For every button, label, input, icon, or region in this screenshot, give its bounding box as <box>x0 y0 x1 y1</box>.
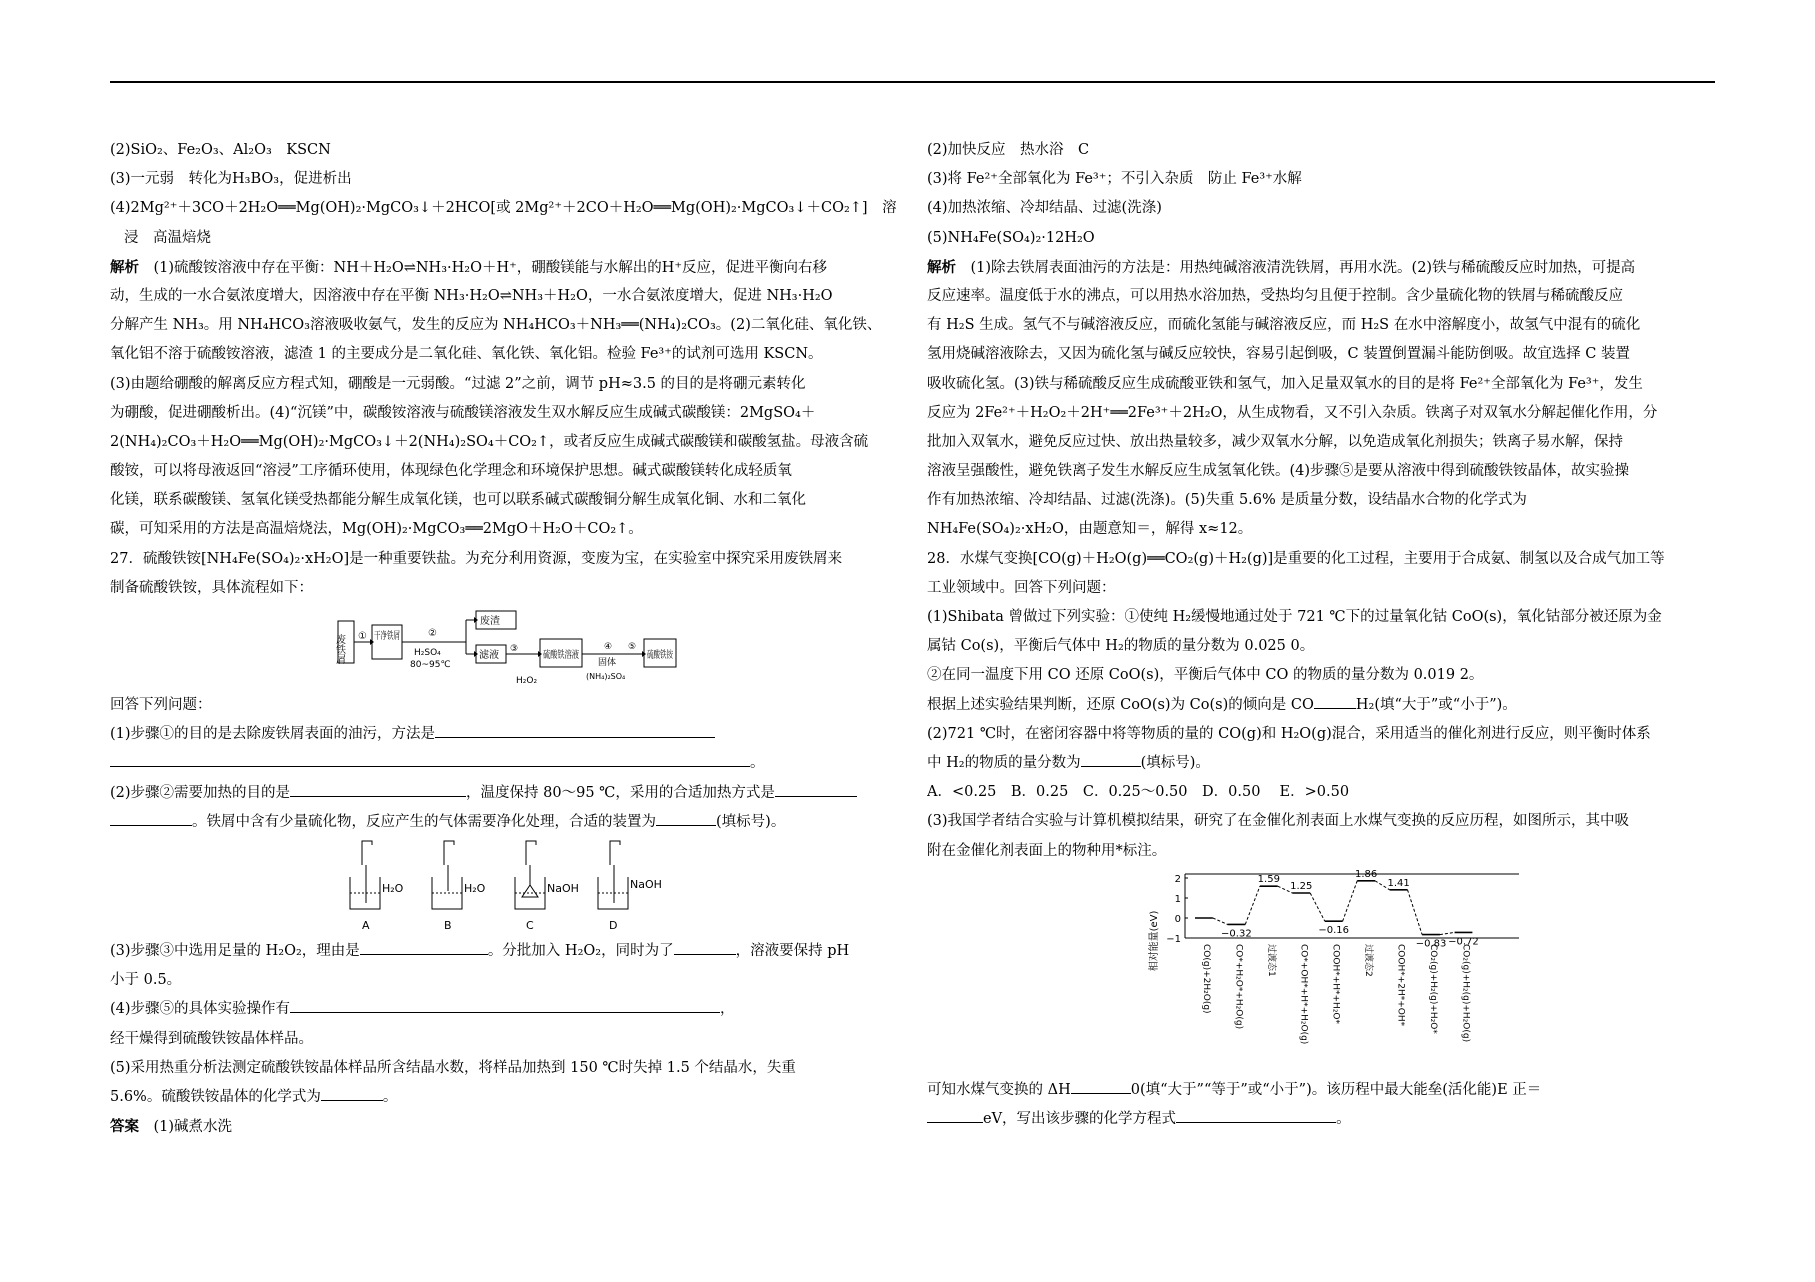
answer-blank[interactable] <box>775 781 857 797</box>
category-label: 过渡态2 <box>1363 943 1374 977</box>
question-28-line: 属钴 Co(s)，平衡后气体中 H₂的物质的量分数为 0.025 0。 <box>927 638 1315 655</box>
answer-blank[interactable] <box>1081 751 1141 767</box>
q28-3-text: (3)我国学者结合实验与计算机模拟结果，研究了在金催化剂表面上水煤气变换的反应历程，如图所示，其中吸 <box>927 813 1630 830</box>
analysis-line: (1)除去铁屑表面油污的方法是：用热纯碱溶液清洗铁屑，再用水洗。(2)铁与稀硫酸反应时加热，可提高 <box>970 259 1636 276</box>
flow-step-3: ③ <box>510 644 519 654</box>
y-tick-label: −1 <box>1166 933 1181 945</box>
y-tick-label: 1 <box>1174 893 1181 905</box>
apparatus-b <box>432 841 462 909</box>
answer-blank[interactable] <box>321 1085 383 1101</box>
category-label: 过渡态1 <box>1265 943 1276 977</box>
category-label: CO₂(g)+H₂(g)+H₂O* <box>1428 943 1439 1034</box>
answer-blank[interactable] <box>435 722 715 738</box>
analysis-line: 溶液呈强酸性，避免铁离子发生水解反应生成氢氧化铁。(4)步骤⑤是要从溶液中得到硫酸铁铵晶体，故实验操 <box>927 463 1630 480</box>
question-27-line: 27．硫酸铁铵[NH₄Fe(SO₄)₂·xH₂O]是一种重要铁盐。为充分利用资源，变废为宝，在实验室中探究采用废铁屑来 <box>110 550 843 567</box>
analysis-line: (3)由题给硼酸的解离反应方程式知，硼酸是一元弱酸。“过滤 2”之前，调节 pH≈3.5 的目的是将硼元素转化 <box>110 375 806 392</box>
q27-4-text: 经干燥得到硫酸铁铵晶体样品。 <box>110 1030 313 1047</box>
answer-text: (1)碱煮水洗 <box>153 1119 233 1136</box>
answer-blank[interactable] <box>1071 1078 1131 1094</box>
answer-blank[interactable] <box>674 939 736 955</box>
analysis-line: 有 H₂S 生成。氢气不与碱溶液反应，而硫化氢能与碱溶液反应，而 H₂S 在水中溶解度小，故氢气中混有的硫化 <box>927 317 1641 334</box>
analysis-line: 碳，可知采用的方法是高温焙烧法，Mg(OH)₂·MgCO₃══2MgO＋H₂O＋CO₂↑。 <box>110 521 643 538</box>
flow-label-residue: 废渣 <box>480 616 500 627</box>
flow-reagent-temp: 80~95℃ <box>410 660 451 670</box>
flow-label-scrap: 废铁屑 <box>333 634 345 664</box>
flow-diagram-svg <box>110 603 900 691</box>
energy-connector <box>1245 886 1260 924</box>
answer-blank[interactable] <box>360 939 488 955</box>
label-d: D <box>609 918 618 932</box>
answer-line: (3)将 Fe²⁺全部氧化为 Fe³⁺；不引入杂质 防止 Fe³⁺水解 <box>927 171 1302 188</box>
answer-line: (2)SiO₂、Fe₂O₃、Al₂O₃ KSCN <box>110 142 331 158</box>
q28-1-judge: 根据上述实验结果判断，还原 CoO(s)为 Co(s)的倾向是 CO <box>927 696 1314 713</box>
answer-blank[interactable] <box>110 751 750 767</box>
category-label: COOH*+2H*+OH* <box>1395 943 1406 1026</box>
flow-label-product: 硫酸铁铵 <box>647 650 687 661</box>
reagent-c: NaOH <box>547 881 579 895</box>
analysis-line: 酸铵，可以将母液返回“溶浸”工序循环使用，体现绿色化学理念和环境保护思想。碱式碳酸镁转化成轻质氧 <box>110 463 792 480</box>
data-label: 1.86 <box>1355 868 1378 880</box>
answer-line: (2)加快反应 热水浴 C <box>927 142 1090 158</box>
reagent-d: NaOH <box>630 877 662 891</box>
flow-diagram <box>110 603 900 691</box>
q27-3-text: 小于 0.5。 <box>110 972 182 989</box>
data-label: −0.32 <box>1221 928 1252 940</box>
q28-2-text: (2)721 ℃时，在密闭容器中将等物质的量的 CO(g)和 H₂O(g)混合，采用适当的催化剂进行反应，则平衡时体系 <box>927 725 1651 742</box>
left-column: (2)SiO₂、Fe₂O₃、Al₂O₃ KSCN (3)一元弱 转化为H₃BO₃，促进析出 (4)2Mg²⁺＋3CO＋2H₂O══Mg(OH)₂·MgCO₃↓＋2HCO[或 2Mg²⁺＋2CO＋H₂O══Mg(OH)₂·MgCO₃↓＋CO₂↑] 溶 浸 高温焙烧 解析 (1)硫酸铵溶液中存在平衡：NH＋H₂O⇌NH₃·H₂O＋H⁺，硼酸镁能与水解出的H⁺反应，促进平衡向右移 动，生成的一水合氨浓度增大，因溶液中存在平衡 NH₃·H₂O⇌NH₃＋H₂O，一水合氨浓度增大，促进 NH₃·H₂O 分解产生 NH₃。用 NH₄HCO₃溶液吸收氨气，发生的反应为 NH₄HCO₃＋NH₃══(NH₄)₂CO₃。(2)二氧化硅、氧化铁、 氧化铝不溶于硫酸铵溶液，滤渣 1 的主要成分是二氧化硅、氧化铁、氧化铝。检验 Fe³⁺的试剂可选用 KSCN。 (3)由题给硼酸的解离反应方程式知，硼酸是一元弱酸。“过滤 2”之前，调节 pH≈3.5 的目的是将硼元素转化 为硼酸，促进硼酸析出。(4)“沉镁”中，碳酸铵溶液与硫酸镁溶液发生双水解反应生成碱式碳酸镁：2MgSO₄＋ 2(NH₄)₂CO₃＋H₂O══Mg(OH)₂·MgCO₃↓＋2(NH₄)₂SO₄＋CO₂↑，或者反应生成碱式碳酸镁和碳酸氢盐。母液含硫 酸铵，可以将母液返回“溶浸”工序循环使用，体现绿色化学理念和环境保护思想。碱式碳酸镁转化成轻质氧 化镁，联系碳酸镁、氢氧化镁受热都能分解生成氧化镁，也可以联系碱式碳酸铜分解生成氧化铜、水和二氧化 碳，可知采用的方法是高温焙烧法，Mg(OH)₂·MgCO₃══2MgO＋H₂O＋CO₂↑。 27．硫酸铁铵[NH₄Fe(SO₄)₂·xH₂O]是一种重要铁盐。为充分利用资源，变废为宝，在实验室中探究采用废铁屑来 制备硫酸铁铵，具体流程如下： 废铁屑 ① 干净铁屑 ② H₂SO₄ 80~95℃ 废渣 滤液 ③ H₂O₂ 硫酸铁溶液 ④ 固体 (NH₄)₂SO₄ ⑤ 硫酸铁铵 回答下列问题： (1)步骤①的目的是去除废铁屑表面的油污，方法是 。 (2)步骤②需要加热的目的是 ，温度保持 80～95 ℃，采用的合适加热方式是 。铁屑中含有少量硫化物，反应产生的气体需要净化处理，合适的装置为 (填标号)。 H₂O A H₂O B NaOH C NaOH D (3)步骤③中选用足量的 H₂O₂，理由是 。分批加入 H₂O₂，同时为了 ，溶液要保持 pH 小于 0.5。 (4)步骤⑤的具体实验操作有 ， 经干燥得到硫酸铁铵晶体样品。 (5)采用热重分析法测定硫酸铁铵晶体样品所含结晶水数，将样品加热到 150 ℃时失掉 1.5 个结晶水，失重 5.6%。硫酸铁铵晶体的化学式为 。 答案 (1)碱煮水洗 <box>110 136 900 1141</box>
question-28-line: 28．水煤气变换[CO(g)＋H₂O(g)══CO₂(g)＋H₂(g)]是重要的化工过程，主要用于合成氨、制氢以及合成气加工等 <box>927 550 1665 567</box>
label-c: C <box>526 918 534 932</box>
q27-5-text: 5.6%。硫酸铁铵晶体的化学式为 <box>110 1088 321 1105</box>
analysis-line: 氧化铝不溶于硫酸铵溶液，滤渣 1 的主要成分是二氧化硅、氧化铁、氧化铝。检验 Fe³⁺的试剂可选用 KSCN。 <box>110 346 823 363</box>
daan-label: 答案 <box>110 1118 139 1136</box>
answer-line: (4)加热浓缩、冷却结晶、过滤(洗涤) <box>927 200 1162 217</box>
reagent-b: H₂O <box>464 881 486 895</box>
flow-reagent-solid: 固体 <box>598 658 617 668</box>
q28-3-conclusion: 可知水煤气变换的 ΔH <box>927 1081 1071 1098</box>
data-label: 1.25 <box>1290 880 1313 892</box>
analysis-line: 动，生成的一水合氨浓度增大，因溶液中存在平衡 NH₃·H₂O⇌NH₃＋H₂O，一水合氨浓度增大，促进 NH₃·H₂O <box>110 287 833 304</box>
category-label: COOH*+H*+H₂O* <box>1330 943 1341 1024</box>
flow-label-clean: 干净铁屑 <box>374 631 414 642</box>
apparatus-svg <box>110 837 900 937</box>
answer-blank[interactable] <box>1176 1107 1336 1123</box>
flow-step-1: ① <box>358 631 367 642</box>
energy-connector <box>1440 932 1455 934</box>
label-b: B <box>444 918 452 932</box>
analysis-line: 批加入双氧水，避免反应过快、放出热量较多，减少双氧水分解，以免造成氧化剂损失；铁离子易水解，保持 <box>927 433 1623 450</box>
label-a: A <box>362 918 370 932</box>
apparatus-d <box>598 841 628 909</box>
question-28-line: ②在同一温度下用 CO 还原 CoO(s)，平衡后气体中 CO 的物质的量分数为 0.019 2。 <box>927 667 1484 684</box>
flow-label-ferric: 硫酸铁溶液 <box>543 650 593 661</box>
answer-prompt: 回答下列问题： <box>110 697 212 713</box>
category-label: CO*+H₂O*+H₂O(g) <box>1233 943 1244 1029</box>
analysis-line: 为硼酸，促进硼酸析出。(4)“沉镁”中，碳酸铵溶液与硫酸镁溶液发生双水解反应生成碱式碳酸镁：2MgSO₄＋ <box>110 404 816 421</box>
q27-4-text: (4)步骤⑤的具体实验操作有 <box>110 1001 291 1018</box>
reagent-a: H₂O <box>382 881 404 895</box>
answer-blank[interactable] <box>927 1107 983 1123</box>
energy-connector <box>1310 893 1325 921</box>
answer-blank[interactable] <box>110 810 192 826</box>
right-column: (2)加快反应 热水浴 C (3)将 Fe²⁺全部氧化为 Fe³⁺；不引入杂质 防止 Fe³⁺水解 (4)加热浓缩、冷却结晶、过滤(洗涤) (5)NH₄Fe(SO₄)₂·12H₂O 解析 (1)除去铁屑表面油污的方法是：用热纯碱溶液清洗铁屑，再用水洗。(2)铁与稀硫酸反应时加热，可提高 反应速率。温度低于水的沸点，可以用热水浴加热，受热均匀且便于控制。含少量硫化物的铁屑与稀硫酸反应 有 H₂S 生成。氢气不与碱溶液反应，而硫化氢能与碱溶液反应，而 H₂S 在水中溶解度小，故氢气中混有的硫化 氢用烧碱溶液除去，又因为硫化氢与碱反应较快，容易引起倒吸，C 装置倒置漏斗能防倒吸。故宜选择 C 装置 吸收硫化氢。(3)铁与稀硫酸反应生成硫酸亚铁和氢气，加入足量双氧水的目的是将 Fe²⁺全部氧化为 Fe³⁺，发生 反应为 2Fe²⁺＋H₂O₂＋2H⁺══2Fe³⁺＋2H₂O，从生成物看，又不引入杂质。铁离子对双氧水分解起催化作用，分 批加入双氧水，避免反应过快、放出热量较多，减少双氧水分解，以免造成氧化剂损失；铁离子易水解，保持 溶液呈强酸性，避免铁离子发生水解反应生成氢氧化铁。(4)步骤⑤是要从溶液中得到硫酸铁铵晶体，故实验操 作有加热浓缩、冷却结晶、过滤(洗涤)。(5)失重 5.6% 是质量分数，设结晶水合物的化学式为 NH₄Fe(SO₄)₂·xH₂O，由题意知＝，解得 x≈12。 28．水煤气变换[CO(g)＋H₂O(g)══CO₂(g)＋H₂(g)]是重要的化工过程，主要用于合成氨、制氢以及合成气加工等 工业领域中。回答下列问题： (1)Shibata 曾做过下列实验：①使纯 H₂缓慢地通过处于 721 ℃下的过量氧化钴 CoO(s)，氧化钴部分被还原为金 属钴 Co(s)，平衡后气体中 H₂的物质的量分数为 0.025 0。 ②在同一温度下用 CO 还原 CoO(s)，平衡后气体中 CO 的物质的量分数为 0.019 2。 根据上述实验结果判断，还原 CoO(s)为 Co(s)的倾向是 CO H₂(填“大于”或“小于”)。 (2)721 ℃时，在密闭容器中将等物质的量的 CO(g)和 H₂O(g)混合，采用适当的催化剂进行反应，则平衡时体系 中 H₂的物质的量分数为 (填标号)。 A．<0.25 B．0.25 C．0.25～0.50 D．0.50 E．>0.50 (3)我国学者结合实验与计算机模拟结果，研究了在金催化剂表面上水煤气变换的反应历程，如图所示，其中吸 附在金催化剂表面上的物种用*标注。 相对能量(eV) 2 1 0 −1 CO(g)+2H₂O(g) −0.32 CO*+H₂O*+H₂O(g) 1.59 过渡态1 1.25 CO*+OH*+H*+H₂O(g) −0.16 COOH*+H*+H₂O* 1.86 过渡态2 1.41 COOH*+2H*+OH* −0.83 CO₂(g)+H₂(g)+H₂O* −0.72 CO₂(g)+H₂(g)+H₂O(g) 可知水煤气变换的 ΔH 0(填“大于”“等于”或“小于”)。该历程中最大能垒(活化能)E 正＝ eV，写出该步骤的化学方程式 。 <box>927 136 1715 1134</box>
flow-reagent-acid: H₂SO₄ <box>414 648 441 658</box>
analysis-line: 氢用烧碱溶液除去，又因为硫化氢与碱反应较快，容易引起倒吸，C 装置倒置漏斗能防倒吸。故宜选择 C 装置 <box>927 346 1631 363</box>
answer-line: (5)NH₄Fe(SO₄)₂·12H₂O <box>927 229 1095 246</box>
q28-2-options: A．<0.25 B．0.25 C．0.25～0.50 D．0.50 E．>0.50 <box>927 784 1350 801</box>
jiexi-label: 解析 <box>927 258 956 276</box>
analysis-line: 吸收硫化氢。(3)铁与稀硫酸反应生成硫酸亚铁和氢气，加入足量双氧水的目的是将 Fe²⁺全部氧化为 Fe³⁺，发生 <box>927 375 1643 392</box>
q27-1-text: (1)步骤①的目的是去除废铁屑表面的油污，方法是 <box>110 726 436 743</box>
energy-chart-svg <box>927 866 1715 1076</box>
question-28-line: (1)Shibata 曾做过下列实验：①使纯 H₂缓慢地通过处于 721 ℃下的过量氧化钴 CoO(s)，氧化钴部分被还原为金 <box>927 609 1662 625</box>
q27-5-text: (5)采用热重分析法测定硫酸铁铵晶体样品所含结晶水数，将样品加热到 150 ℃时失掉 1.5 个结晶水，失重 <box>110 1059 796 1076</box>
flow-step-4: ④ <box>604 642 613 652</box>
q27-3-text: (3)步骤③中选用足量的 H₂O₂，理由是 <box>110 942 360 959</box>
q28-3-conclusion: eV，写出该步骤的化学方程式 <box>983 1110 1177 1127</box>
answer-blank[interactable] <box>656 810 716 826</box>
flow-reagent-ammonium: (NH₄)₂SO₄ <box>586 672 626 681</box>
energy-connector <box>1213 918 1228 924</box>
analysis-line: 分解产生 NH₃。用 NH₄HCO₃溶液吸收氨气，发生的反应为 NH₄HCO₃＋NH₃══(NH₄)₂CO₃。(2)二氧化硅、氧化铁、 <box>110 317 882 334</box>
flow-reagent-peroxide: H₂O₂ <box>516 676 538 686</box>
analysis-line: NH₄Fe(SO₄)₂·xH₂O，由题意知＝，解得 x≈12。 <box>927 521 1253 538</box>
q27-2-text: (2)步骤②需要加热的目的是 <box>110 784 291 801</box>
apparatus-c <box>515 841 545 909</box>
apparatus-figure <box>110 837 900 937</box>
y-tick-label: 0 <box>1174 913 1181 925</box>
answer-line: 浸 高温焙烧 <box>124 229 211 246</box>
header-rule <box>110 81 1715 83</box>
question-27-line: 制备硫酸铁铵，具体流程如下： <box>110 579 313 596</box>
energy-connector <box>1408 889 1423 934</box>
category-label: CO₂(g)+H₂(g)+H₂O(g) <box>1460 943 1471 1042</box>
y-tick-label: 2 <box>1174 873 1181 885</box>
data-label: −0.16 <box>1318 924 1350 936</box>
apparatus-a <box>350 841 380 909</box>
category-label: CO(g)+2H₂O(g) <box>1200 943 1211 1014</box>
data-label: −0.72 <box>1448 936 1479 948</box>
flow-step-2: ② <box>428 628 437 639</box>
q27-2-text: 。铁屑中含有少量硫化物，反应产生的气体需要净化处理，合适的装置为 <box>192 813 656 830</box>
energy-profile-chart <box>927 866 1715 1076</box>
y-axis-label: 相对能量(eV) <box>1149 910 1160 972</box>
answer-line: (3)一元弱 转化为H₃BO₃，促进析出 <box>110 171 352 188</box>
category-label: CO*+OH*+H*+H₂O(g) <box>1298 943 1309 1044</box>
answer-blank[interactable] <box>290 997 720 1013</box>
data-label: 1.59 <box>1257 873 1280 885</box>
data-label: 1.41 <box>1387 877 1410 889</box>
q28-3-text: 附在金催化剂表面上的物种用*标注。 <box>927 842 1167 859</box>
analysis-line: 反应速率。温度低于水的沸点，可以用热水浴加热，受热均匀且便于控制。含少量硫化物的铁屑与稀硫酸反应 <box>927 287 1623 304</box>
answer-line: (4)2Mg²⁺＋3CO＋2H₂O══Mg(OH)₂·MgCO₃↓＋2HCO[或 2Mg²⁺＋2CO＋H₂O══Mg(OH)₂·MgCO₃↓＋CO₂↑] 溶 <box>110 200 897 217</box>
answer-blank[interactable] <box>1314 693 1356 709</box>
analysis-line: (1)硫酸铵溶液中存在平衡：NH＋H₂O⇌NH₃·H₂O＋H⁺，硼酸镁能与水解出的H⁺反应，促进平衡向右移 <box>153 259 828 276</box>
flow-label-filtrate: 滤液 <box>479 650 499 661</box>
question-28-line: 工业领域中。回答下列问题： <box>927 579 1116 596</box>
analysis-line: 2(NH₄)₂CO₃＋H₂O══Mg(OH)₂·MgCO₃↓＋2(NH₄)₂SO₄＋CO₂↑，或者反应生成碱式碳酸镁和碳酸氢盐。母液含硫 <box>110 433 869 450</box>
flow-step-5: ⑤ <box>628 642 637 652</box>
answer-blank[interactable] <box>290 781 466 797</box>
data-label: −0.83 <box>1415 938 1447 950</box>
analysis-line: 作有加热浓缩、冷却结晶、过滤(洗涤)。(5)失重 5.6% 是质量分数，设结晶水合物的化学式为 <box>927 492 1527 509</box>
energy-connector <box>1343 880 1358 920</box>
analysis-line: 反应为 2Fe²⁺＋H₂O₂＋2H⁺══2Fe³⁺＋2H₂O，从生成物看，又不引入杂质。铁离子对双氧水分解起催化作用，分 <box>927 404 1658 421</box>
jiexi-label: 解析 <box>110 258 139 276</box>
q28-2-text: 中 H₂的物质的量分数为 <box>927 754 1081 771</box>
analysis-line: 化镁，联系碳酸镁、氢氧化镁受热都能分解生成氧化镁，也可以联系碱式碳酸铜分解生成氧化铜、水和二氧化 <box>110 492 806 509</box>
